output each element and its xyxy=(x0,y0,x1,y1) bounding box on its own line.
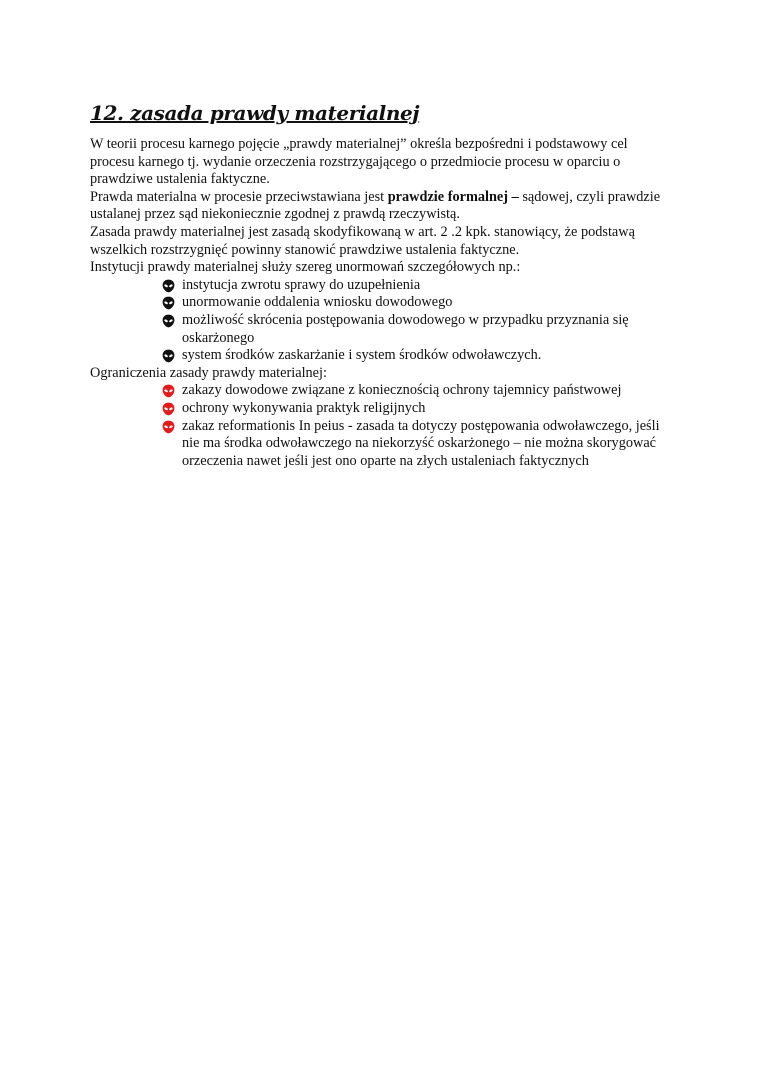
list-item xyxy=(160,400,675,418)
list-item-text: możliwość skrócenia postępowania dowodowego w przypadku przyznania się oskarżonego xyxy=(182,311,629,346)
institutions-list xyxy=(90,277,675,365)
paragraph-formal-truth xyxy=(90,189,675,224)
alien-head-icon xyxy=(162,402,175,416)
limitations-list xyxy=(90,382,675,470)
list-item-text: zakazy dowodowe związane z koniecznością ochrony tajemnicy państwowej xyxy=(182,382,622,399)
paragraph-institutions: Instytucji prawdy materialnej służy szereg unormowań szczegółowych np.: xyxy=(90,259,521,276)
list-item-text: ochrony wykonywania praktyk religijnych xyxy=(182,399,426,416)
document-title: 12. zasada prawdy materialnej xyxy=(90,101,420,125)
alien-head-icon xyxy=(162,314,175,328)
alien-head-icon xyxy=(162,349,175,363)
list-item-text: instytucja zwrotu sprawy do uzupełnienia xyxy=(182,276,421,293)
paragraph-formal-truth-start: Prawda materialna w procesie przeciwstawiana jest xyxy=(90,188,388,205)
list-item xyxy=(160,312,675,347)
alien-head-icon xyxy=(162,384,175,398)
list-item xyxy=(160,294,675,312)
alien-head-icon xyxy=(162,279,175,293)
paragraph-limitations: Ograniczenia zasady prawdy materialnej: xyxy=(90,364,327,381)
list-item xyxy=(160,277,675,295)
paragraph-codified: Zasada prawdy materialnej jest zasadą skodyfikowaną w art. 2 .2 kpk. stanowiący, że podstawą wszelkich rozstrzygnięć powinny stanowić prawdziwe ustalenia faktyczne. xyxy=(90,223,635,258)
document-page xyxy=(90,100,675,470)
list-item xyxy=(160,347,675,365)
list-item-text: zakaz reformationis In peius - zasada ta dotyczy postępowania odwoławczego, jeśli nie ma środka odwoławczego na niekorzyść oskarżonego – nie można skorygować orzeczenia nawet jeśli jest ono oparte na złych ustaleniach faktycznych xyxy=(182,417,660,469)
alien-head-icon xyxy=(162,296,175,310)
list-item-text: system środków zaskarżanie i system środków odwoławczych. xyxy=(182,347,542,364)
paragraph-formal-truth-end: sądowej, czyli prawdzie ustalanej przez sąd niekoniecznie zgodnej z prawdą rzeczywistą. xyxy=(90,188,661,223)
alien-head-icon xyxy=(162,420,175,434)
formal-truth-term: prawdzie formalnej – xyxy=(387,188,519,205)
list-item xyxy=(160,418,675,471)
list-item xyxy=(160,382,675,400)
paragraph-intro: W teorii procesu karnego pojęcie „prawdy materialnej” określa bezpośredni i podstawowy cel procesu karnego tj. wydanie orzeczenia rozstrzygającego o przedmiocie procesu w oparciu o prawdziwe ustalenia faktyczne. xyxy=(90,136,628,188)
list-item-text: unormowanie oddalenia wniosku dowodowego xyxy=(182,294,453,311)
